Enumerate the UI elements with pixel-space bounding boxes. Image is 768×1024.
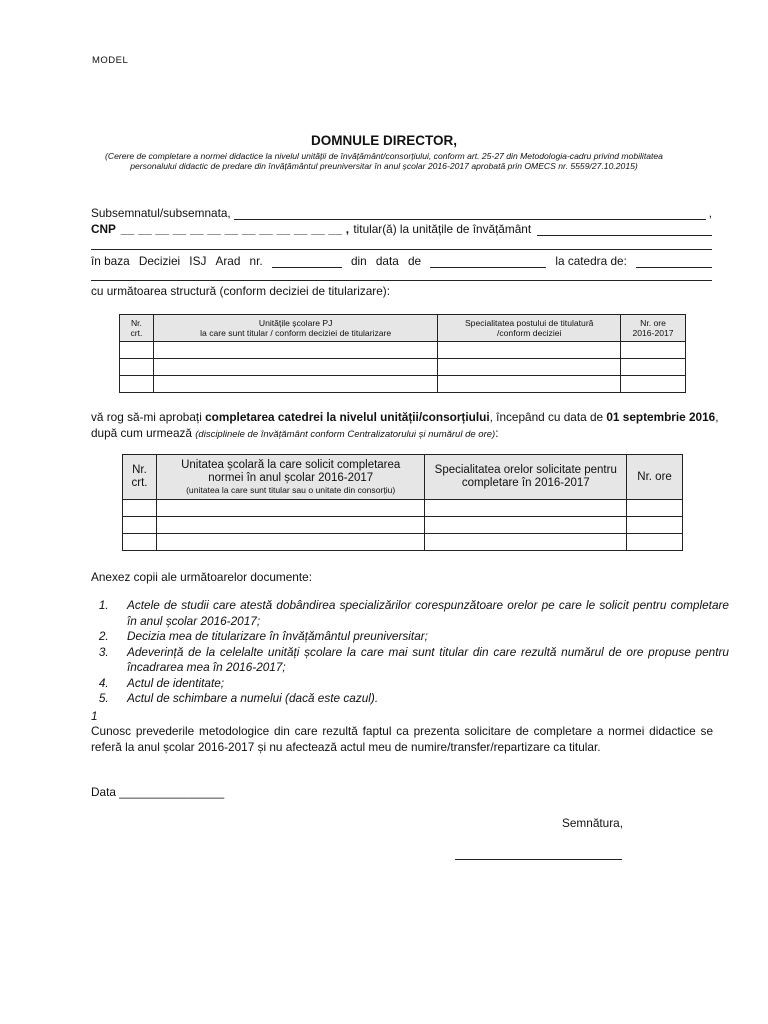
nr-label: nr. — [249, 254, 263, 268]
table-cell[interactable] — [153, 359, 437, 376]
column-header-nr: Nr. crt. — [120, 315, 154, 342]
structure-label: cu următoarea structură (conform deciziei de titularizare): — [91, 284, 390, 298]
subsemnatul-label: Subsemnatul/subsemnata, — [91, 206, 231, 220]
name-field[interactable] — [234, 209, 706, 220]
request-paragraph — [91, 409, 719, 443]
table-cell[interactable] — [425, 500, 627, 517]
list-item: 2. Decizia mea de titularizare în învățământul preuniversitar; — [112, 629, 729, 645]
column-header-unitati: Unitățile școlare PJ la care sunt titular / conform deciziei de titularizare — [153, 315, 437, 342]
table-cell[interactable] — [156, 534, 424, 551]
table-cell[interactable] — [123, 534, 157, 551]
request-line-1: vă rog să-mi aprobați completarea catedrei la nivelul unității/consorțiului, începând cu data de 01 septembrie 2016, — [91, 410, 719, 424]
request-line-2: după cum urmează (disciplinele de învățământ conform Centralizatorului și numărul de ore): — [91, 426, 499, 440]
footnote-mark: 1 — [91, 709, 98, 723]
table-header-row — [123, 455, 683, 500]
table-cell[interactable] — [153, 342, 437, 359]
table-cell[interactable] — [627, 517, 683, 534]
table-cell[interactable] — [156, 500, 424, 517]
column-header-specialitate: Specialitatea orelor solicitate pentru completare în 2016-2017 — [425, 455, 627, 500]
table-row — [120, 359, 686, 376]
table-cell[interactable] — [123, 500, 157, 517]
date-label: Data — [91, 785, 116, 799]
decision-row — [91, 254, 712, 268]
de-label: de — [407, 254, 422, 268]
titular-structure-table — [119, 314, 686, 393]
units-field[interactable] — [537, 225, 712, 236]
signature-label: Semnătura, — [562, 816, 623, 830]
table-row — [120, 342, 686, 359]
decision-date-field[interactable] — [430, 257, 546, 268]
units-continuation[interactable] — [91, 239, 712, 251]
table-cell[interactable] — [438, 376, 621, 393]
annex-document-list — [96, 598, 729, 707]
table-cell[interactable] — [438, 359, 621, 376]
name-row: Subsemnatul/subsemnata, , — [91, 206, 712, 220]
table-cell[interactable] — [627, 534, 683, 551]
table-cell[interactable] — [621, 376, 686, 393]
completion-request-table — [122, 454, 683, 551]
din-label: din — [350, 254, 367, 268]
table-row — [123, 500, 683, 517]
table-cell[interactable] — [438, 342, 621, 359]
signature-field[interactable] — [455, 858, 622, 860]
table-cell[interactable] — [120, 359, 154, 376]
arad-label: Arad — [215, 254, 241, 268]
table-cell[interactable] — [621, 342, 686, 359]
table-cell[interactable] — [621, 359, 686, 376]
page-title: DOMNULE DIRECTOR, — [310, 133, 457, 148]
date-row — [91, 785, 224, 799]
table-row — [123, 517, 683, 534]
deciziei-label: Deciziei — [138, 254, 181, 268]
list-item: 5. Actul de schimbare a numelui (dacă este cazul). — [112, 691, 729, 707]
table-cell[interactable] — [120, 342, 154, 359]
table-header-row — [120, 315, 686, 342]
page-subtitle: (Cerere de completare a normei didactice la nivelul unității de învățământ/consorțiului, conform art. 25-27 din Metodologia-cadru privind mobilitatea personalului didactic de predare din învățământul preuniversitar în anul școlar 2016-2017 aprobată prin OMECS nr. 5559/27.10.2015) — [105, 151, 663, 171]
table-cell[interactable] — [153, 376, 437, 393]
column-header-specialitate: Specialitatea postului de titulatură /conform deciziei — [438, 315, 621, 342]
list-item: 4. Actul de identitate; — [112, 676, 729, 692]
cnp-row — [91, 222, 712, 236]
table-row — [123, 534, 683, 551]
titular-label: titular(ă) la unitățile de învățământ — [353, 222, 532, 236]
cnp-field[interactable]: __ __ __ __ __ __ __ __ __ __ __ __ __ , — [120, 222, 350, 236]
column-header-nr: Nr. crt. — [123, 455, 157, 500]
list-item: 1. Actele de studii care atestă dobândirea specializărilor corespunzătoare orelor pe care le solicit pentru completare în anul școlar 2016-2017; — [112, 598, 729, 629]
table-cell[interactable] — [425, 517, 627, 534]
annex-intro: Anexez copii ale următoarelor documente: — [91, 570, 312, 584]
model-label: MODEL — [92, 55, 129, 66]
closing-paragraph: Cunosc prevederile metodologice din care rezultă faptul ca prezenta solicitare de completare a normei didactice se referă la anul școlar 2016-2017 și nu afectează actul meu de numire/transfer/repartizare ca titular. — [91, 724, 713, 754]
catedra-field[interactable] — [636, 257, 712, 268]
table-cell[interactable] — [627, 500, 683, 517]
table-row — [120, 376, 686, 393]
data-label: data — [375, 254, 399, 268]
column-header-ore: Nr. ore — [627, 455, 683, 500]
isj-label: ISJ — [189, 254, 207, 268]
catedra-continuation[interactable] — [91, 270, 712, 282]
table-cell[interactable] — [123, 517, 157, 534]
table-cell[interactable] — [156, 517, 424, 534]
cnp-label: CNP — [91, 222, 116, 236]
in-baza-label: în baza — [91, 254, 130, 268]
catedra-label: la catedra de: — [555, 254, 627, 268]
table-cell[interactable] — [120, 376, 154, 393]
column-header-unitate: Unitatea școlară la care solicit completarea normei în anul școlar 2016-2017 (unitatea la care sunt titular sau o unitate din consorțiu) — [156, 455, 424, 500]
list-item: 3. Adeverință de la celelalte unități școlare la care mai sunt titular din care rezultă numărul de ore propuse pentru încadrarea mea în 2016-2017; — [112, 645, 729, 676]
decision-number-field[interactable] — [272, 257, 342, 268]
date-field[interactable]: ________________ — [119, 785, 225, 799]
table-cell[interactable] — [425, 534, 627, 551]
column-header-ore: Nr. ore 2016-2017 — [621, 315, 686, 342]
